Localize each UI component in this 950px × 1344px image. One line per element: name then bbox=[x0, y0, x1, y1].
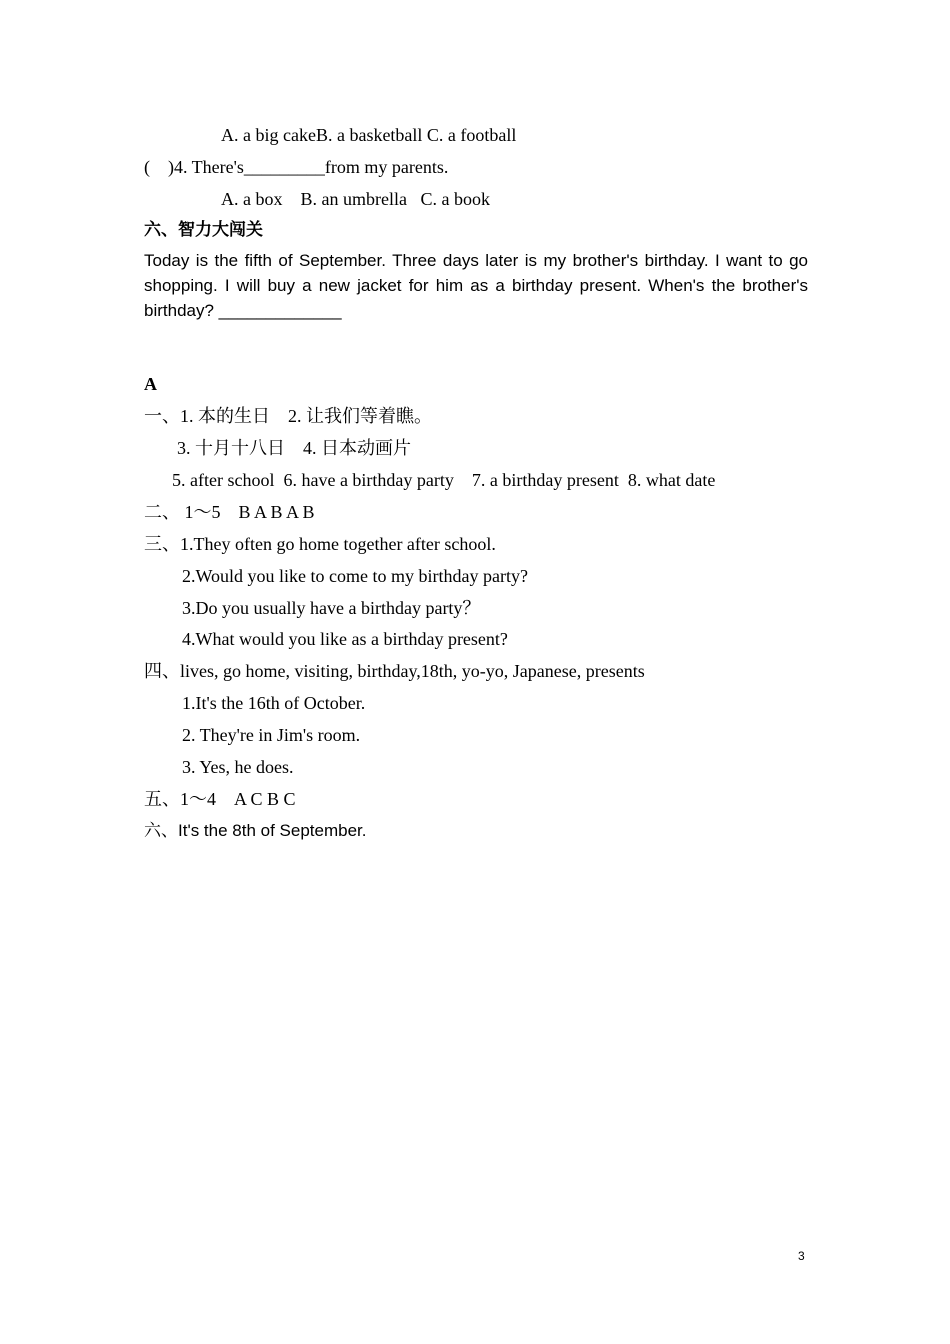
answer-section-4-line-1: 四、lives, go home, visiting, birthday,18th, yo-yo, Japanese, presents bbox=[144, 661, 645, 681]
answer-section-3-line-2: 2.Would you like to come to my birthday party? bbox=[182, 566, 528, 586]
question-4-options: A. a box B. an umbrella C. a book bbox=[221, 189, 490, 209]
question-4-stem: ( )4. There's_________from my parents. bbox=[144, 157, 449, 177]
answer-section-3-line-3: 3.Do you usually have a birthday party？ bbox=[182, 598, 481, 618]
question-3-options: A. a big cakeB. a basketball C. a football bbox=[221, 125, 517, 145]
answer-section-4-line-4: 3. Yes, he does. bbox=[182, 757, 294, 777]
answer-section-4-line-2: 1.It's the 16th of October. bbox=[182, 693, 366, 713]
answer-section-3-line-4: 4.What would you like as a birthday present? bbox=[182, 629, 508, 649]
section-6-heading: 六、智力大闯关 bbox=[144, 220, 263, 239]
answer-key-heading: A bbox=[144, 374, 157, 394]
page-number: 3 bbox=[798, 1249, 805, 1263]
answer-section-1-line-3: 5. after school 6. have a birthday party 7. a birthday present 8. what date bbox=[172, 470, 716, 490]
answer-section-4-line-3: 2. They're in Jim's room. bbox=[182, 725, 361, 745]
answer-section-3-line-1: 三、1.They often go home together after school. bbox=[144, 534, 496, 554]
section-6-passage: Today is the fifth of September. Three days later is my brother's birthday. I want to go shopping. I will buy a new jacket for him as a birthday present. When's the brother's birthday? _____________ bbox=[144, 251, 808, 320]
answer-section-1-line-2: 3. 十月十八日 4. 日本动画片 bbox=[177, 438, 411, 458]
answer-section-6: 六、It's the 8th of September. bbox=[144, 821, 367, 840]
answer-section-5: 五、1～4 A C B C bbox=[144, 789, 296, 809]
answer-section-2: 二、 1～5 B A B A B bbox=[144, 502, 315, 522]
answer-section-1-line-1: 一、1. 本的生日 2. 让我们等着瞧。 bbox=[144, 406, 432, 426]
